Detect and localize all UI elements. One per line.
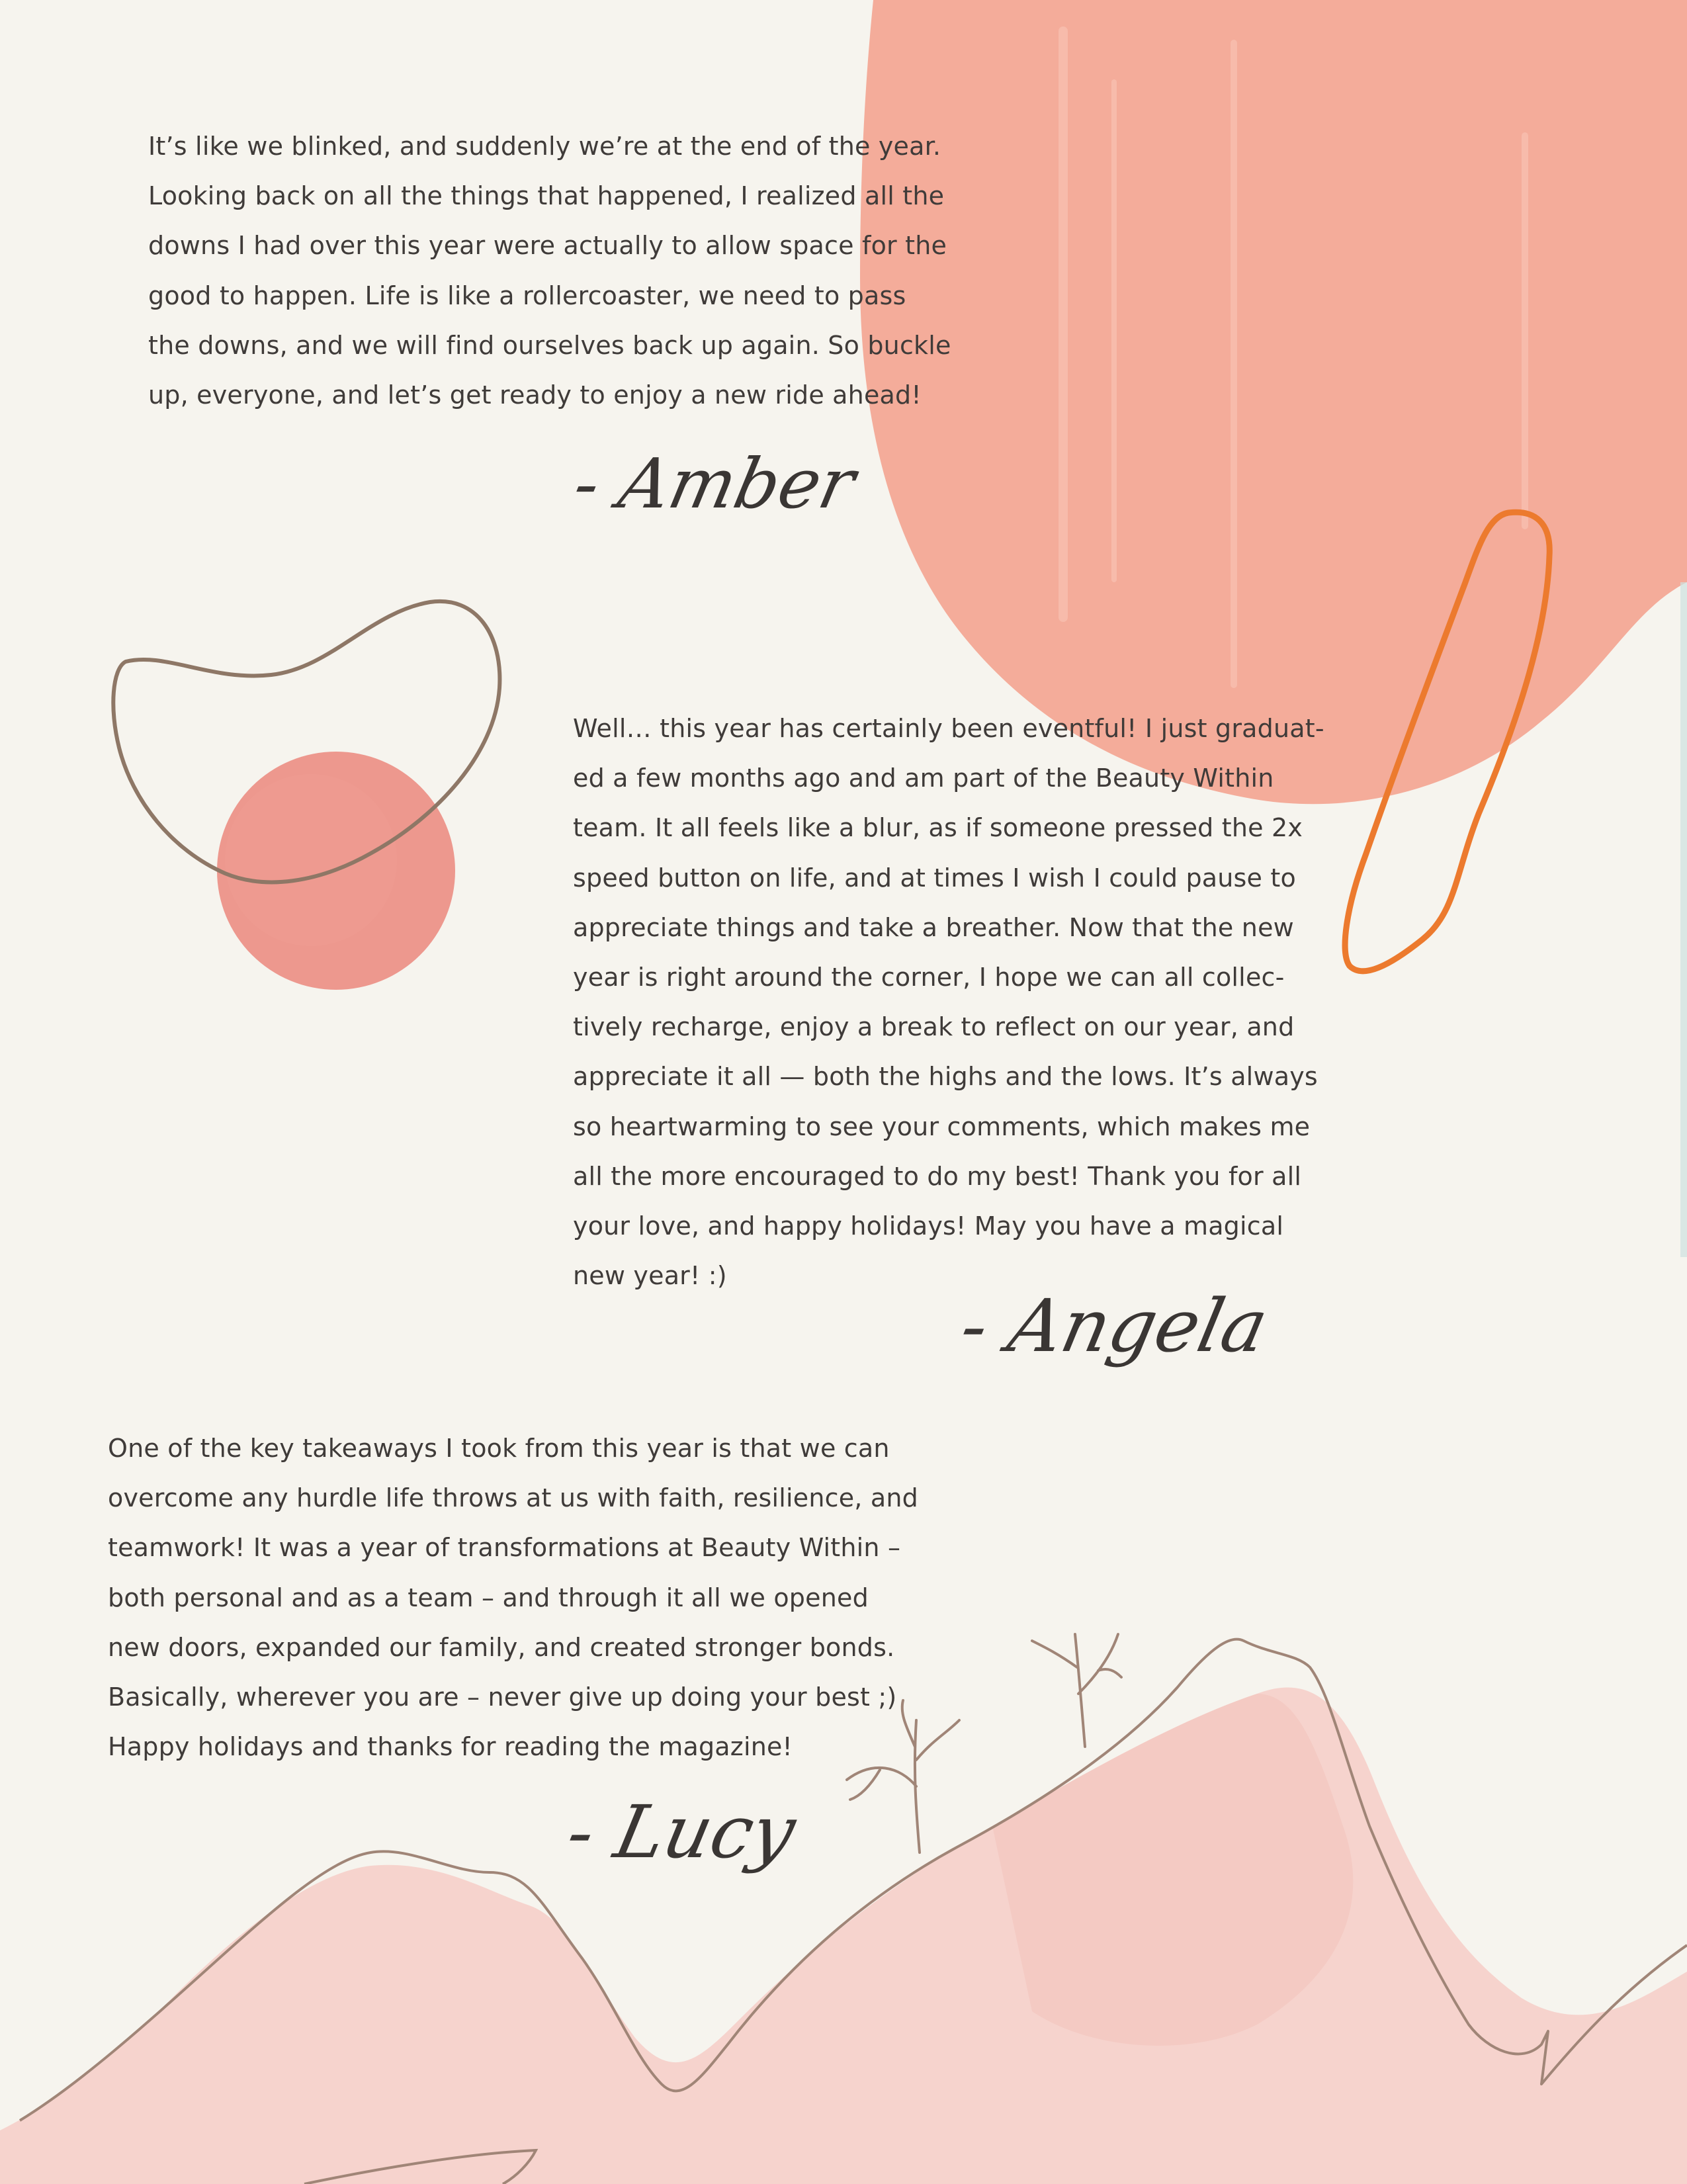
note-line: One of the key takeaways I took from this year is that we can (108, 1434, 890, 1463)
note-line: appreciate it all — both the highs and the lows. It’s always (573, 1062, 1318, 1092)
signature-lucy: - Lucy (560, 1790, 803, 1874)
pink-circle-highlight (225, 774, 397, 946)
note-line: new year! :) (573, 1261, 727, 1291)
note-line: Happy holidays and thanks for reading the magazine! (108, 1732, 793, 1762)
note-line: your love, and happy holidays! May you have a magical (573, 1211, 1284, 1241)
note-line: Basically, wherever you are – never give up doing your best ;) (108, 1682, 897, 1712)
signature-angela: - Angela (953, 1284, 1276, 1368)
note-amber (148, 122, 951, 420)
note-lucy (108, 1424, 918, 1772)
note-line: overcome any hurdle life throws at us with faith, resilience, and (108, 1483, 918, 1513)
edge-tint (1680, 582, 1687, 1257)
note-line: team. It all feels like a blur, as if someone pressed the 2x (573, 813, 1303, 843)
note-line: teamwork! It was a year of transformations at Beauty Within – (108, 1533, 901, 1563)
salmon-blob (860, 0, 1687, 804)
mountain-shade (992, 1694, 1353, 2046)
note-line: the downs, and we will find ourselves back up again. So buckle (148, 330, 951, 360)
note-line: so heartwarming to see your comments, which makes me (573, 1112, 1311, 1141)
note-line: downs I had over this year were actually to allow space for the (148, 231, 947, 261)
note-line: both personal and as a team – and through it all we opened (108, 1583, 869, 1612)
note-line: Well… this year has certainly been eventful! I just graduat- (573, 714, 1324, 743)
signature-amber: - Amber (567, 443, 862, 524)
note-line: ed a few months ago and am part of the Beauty Within (573, 764, 1274, 793)
note-line: year is right around the corner, I hope we can all collec- (573, 963, 1285, 992)
note-line: It’s like we blinked, and suddenly we’re at the end of the year. (148, 132, 941, 161)
note-line: speed button on life, and at times I wish I could pause to (573, 863, 1296, 893)
note-angela (573, 704, 1324, 1301)
note-line: Looking back on all the things that happened, I realized all the (148, 181, 945, 211)
note-line: appreciate things and take a breather. Now that the new (573, 912, 1294, 942)
note-line: tively recharge, enjoy a break to reflect on our year, and (573, 1012, 1295, 1042)
note-line: all the more encouraged to do my best! Thank you for all (573, 1161, 1302, 1191)
note-line: up, everyone, and let’s get ready to enjoy a new ride ahead! (148, 380, 922, 410)
note-line: new doors, expanded our family, and created stronger bonds. (108, 1632, 895, 1662)
note-line: good to happen. Life is like a rollercoaster, we need to pass (148, 281, 906, 310)
